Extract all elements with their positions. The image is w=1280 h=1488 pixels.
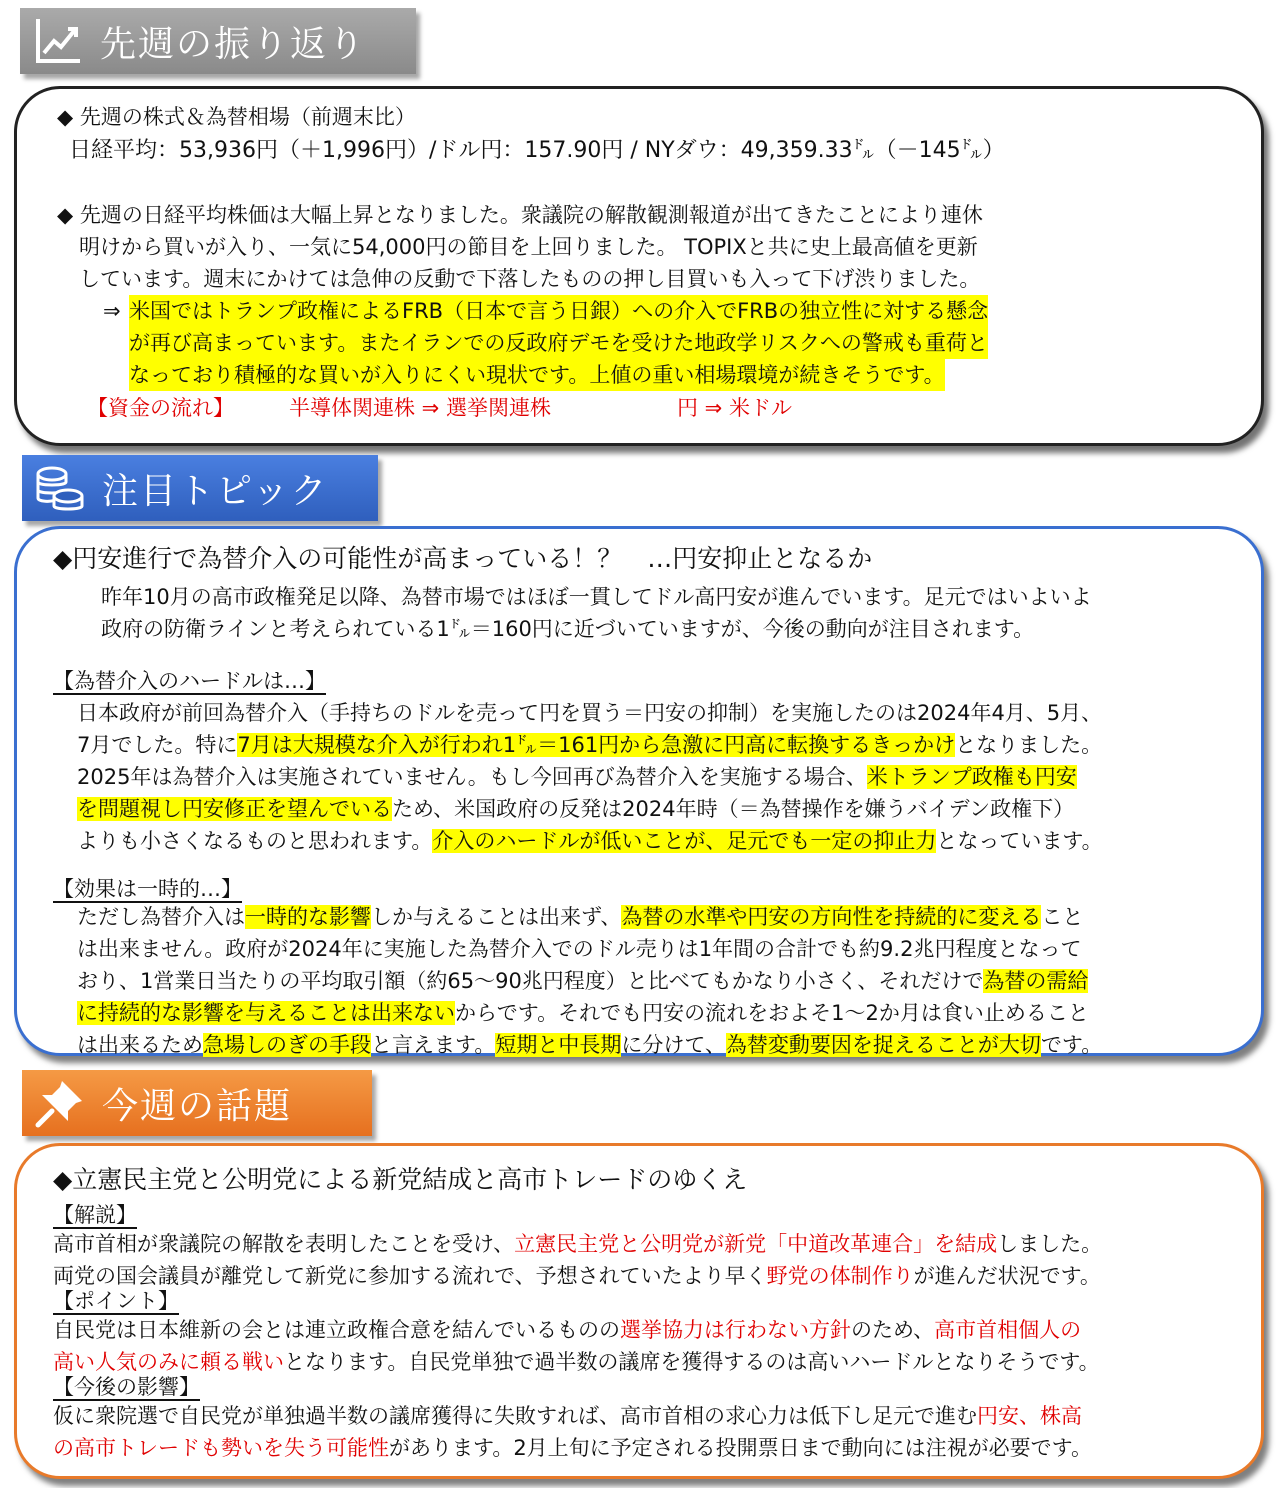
this-week-title: ◆立憲民主党と公明党による新党結成と高市トレードのゆくえ <box>53 1165 748 1194</box>
section-title: 今週の話題 <box>102 1085 293 1127</box>
line-chart-icon <box>30 13 86 69</box>
fund-flow-label: 【資金の流れ】 <box>87 396 234 420</box>
topic-box <box>14 526 1264 1056</box>
effect-line: ただし為替介入は一時的な影響しか与えることは出来ず、為替の水準や円安の方向性を持続的に変えること <box>77 905 1084 929</box>
last-week-box <box>14 86 1264 446</box>
summary-line: 明けから買いが入り、一気に54,000円の節目を上回りました。 TOPIXと共に史上最高値を更新 <box>79 235 978 259</box>
this-week-box <box>14 1143 1264 1479</box>
effect-line: は出来ません。政府が2024年に実施した為替介入でのドル売りは1年間の合計でも約9.2兆円程度となって <box>77 937 1082 961</box>
hurdle-line: 2025年は為替介入は実施されていません。もし今回再び為替介入を実施する場合、米トランプ政権も円安 <box>77 765 1077 789</box>
highlight-line: 米国ではトランプ政権によるFRB（日本で言う日銀）への介入でFRBの独立性に対する懸念 <box>129 295 988 327</box>
coins-icon <box>32 460 88 516</box>
summary-line: ◆ 先週の日経平均株価は大幅上昇となりました。衆議院の解散観測報道が出てきたことにより連休 <box>57 203 983 227</box>
explanation-line: 高市首相が衆議院の解散を表明したことを受け、立憲民主党と公明党が新党「中道改革連合」を結成しました。 <box>53 1232 1103 1256</box>
section-tab-this-week <box>22 1070 372 1136</box>
fund-flow-stocks: 半導体関連株 ⇒ 選挙関連株 <box>289 396 551 420</box>
hurdle-line: よりも小さくなるものと思われます。介入のハードルが低いことが、足元でも一定の抑止力となっています。 <box>77 829 1103 853</box>
subheading-point: 【ポイント】 <box>53 1289 179 1313</box>
section-tab-topic <box>22 455 378 521</box>
arrow-symbol: ⇒ <box>103 299 121 323</box>
intro-line: 政府の防衛ラインと考えられている1㌦＝160円に近づいていますが、今後の動向が注目されます。 <box>101 617 1035 641</box>
explanation-line: 両党の国会議員が離党して新党に参加する流れで、予想されていたより早く野党の体制作りが進んだ状況です。 <box>53 1264 1101 1288</box>
section-title: 先週の振り返り <box>100 23 367 65</box>
effect-line: おり、1営業日当たりの平均取引額（約65～90兆円程度）と比べてもかなり小さく、それだけで為替の需給 <box>77 969 1089 993</box>
subheading-impact: 【今後の影響】 <box>53 1375 200 1399</box>
intro-line: 昨年10月の高市政権発足以降、為替市場ではほぼ一貫してドル高円安が進んでいます。足元ではいよいよ <box>101 585 1092 609</box>
point-line: 自民党は日本維新の会とは連立政権合意を結んでいるものの選挙協力は行わない方針のため、高市首相個人の <box>53 1318 1082 1342</box>
effect-line: に持続的な影響を与えることは出来ないからです。それでも円安の流れをおよそ1～2か月は食い止めること <box>77 1001 1089 1025</box>
section-tab-last-week <box>20 8 416 74</box>
highlight-line: が再び高まっています。またイランでの反政府デモを受けた地政学リスクへの警戒も重荷と <box>129 327 988 359</box>
topic-title: ◆円安進行で為替介入の可能性が高まっている！？ …円安抑止となるか <box>53 544 873 573</box>
section-title: 注目トピック <box>102 470 329 512</box>
pushpin-icon <box>32 1075 88 1131</box>
effect-line: は出来るため急場しのぎの手段と言えます。短期と中長期に分けて、為替変動要因を捉えることが大切です。 <box>77 1033 1103 1057</box>
highlight-line: なっており積極的な買いが入りにくい現状です。上値の重い相場環境が続きそうです。 <box>129 359 945 391</box>
market-heading: ◆ 先週の株式＆為替相場（前週末比） <box>57 105 416 129</box>
subheading-hurdle: 【為替介入のハードルは…】 <box>53 669 326 693</box>
point-line: 高い人気のみに頼る戦いとなります。自民党単独で過半数の議席を獲得するのは高いハードルとなりそうです。 <box>53 1350 1100 1374</box>
summary-line: しています。週末にかけては急伸の反動で下落したものの押し目買いも入って下げ渋りました。 <box>79 267 981 291</box>
subheading-explanation: 【解説】 <box>53 1203 137 1227</box>
hurdle-line: 日本政府が前回為替介入（手持ちのドルを売って円を買う＝円安の抑制）を実施したのは2024年4月、5月、 <box>77 701 1103 725</box>
hurdle-line: 7月でした。特に7月は大規模な介入が行われ1㌦＝161円から急激に円高に転換するきっかけとなりました。 <box>77 733 1103 757</box>
impact-line: の高市トレードも勢いを失う可能性があります。2月上旬に予定される投開票日まで動向には注視が必要です。 <box>53 1436 1092 1460</box>
impact-line: 仮に衆院選で自民党が単独過半数の議席獲得に失敗すれば、高市首相の求心力は低下し足元で進む円安、株高 <box>53 1404 1082 1428</box>
subheading-effect: 【効果は一時的…】 <box>53 877 242 901</box>
fund-flow-currency: 円 ⇒ 米ドル <box>677 396 792 420</box>
hurdle-line: を問題視し円安修正を望んでいるため、米国政府の反発は2024年時（＝為替操作を嫌うバイデン政権下） <box>77 797 1075 821</box>
market-figures: 日経平均：53,936円（＋1,996円）/ドル円：157.90円 / NYダウ：49,359.33㌦（－145㌦） <box>69 138 1005 163</box>
